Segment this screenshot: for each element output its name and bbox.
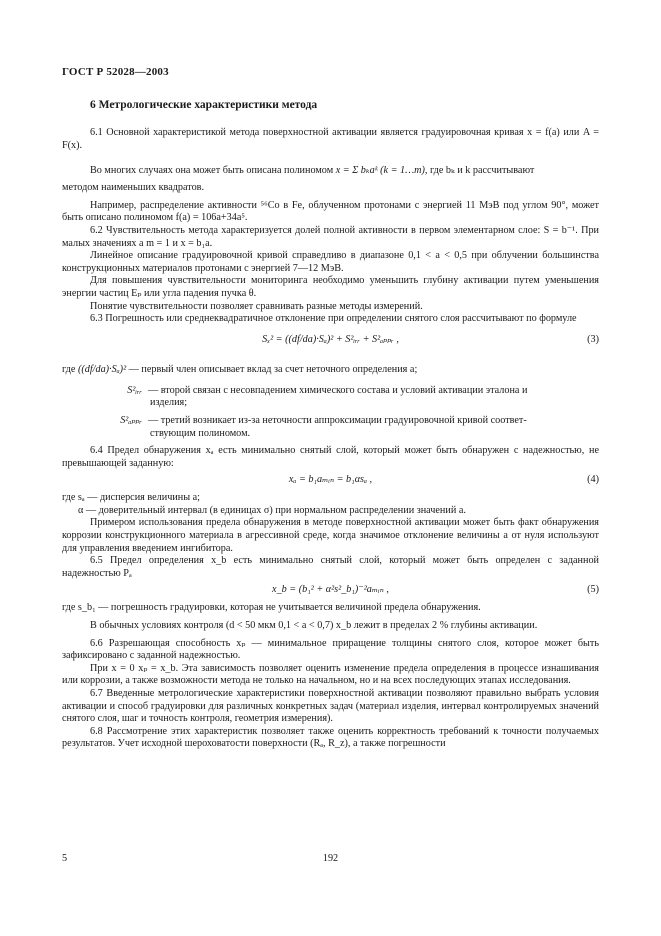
section-title: 6 Метрологические характеристики метода <box>90 99 318 111</box>
third-term-text: — третий возникает из-за неточности аппроксимации градуировочной кривой соответ- <box>148 414 527 426</box>
equation-4-body: xₐ = b₁aₘᵢₙ = b₁αsₐ , <box>288 474 373 486</box>
page-number: 192 <box>322 853 339 864</box>
polynomial-formula: x = Σ bₖaᵏ (k = 1…m) <box>335 165 425 177</box>
legend-third-term <box>62 415 599 428</box>
equation-3-number: (3) <box>587 333 599 345</box>
paragraph-6-7: 6.7 Введенные метрологические характеристики поверхностной активации позволяют правильно выбрать условия активации и способ градуировки для различных конкретных задач (материал изделия, интервал контролируемых значений снятого слоя, шаг и точность контроля, геометрия измерения). <box>62 688 599 725</box>
polynomial-intro: Во многих случаях она может быть описана полиномом <box>90 165 334 177</box>
document-page <box>62 0 599 936</box>
polynomial-tail: , где bₖ и k рассчитывают <box>424 165 535 177</box>
paragraph-polynomial <box>62 160 599 182</box>
legend-confidence: α — доверительный интервал (в единицах σ) при нормальном распределении значений a. <box>78 504 466 516</box>
second-term-text: — второй связан с несовпадением химического состава и условий активации эталона и <box>148 384 528 396</box>
second-term-continuation: изделия; <box>150 397 188 409</box>
paragraph-6-2: 6.2 Чувствительность метода характеризуется долей полной активности в первом элементарном слое: S = b⁻¹. При малых значениях a m = 1 и x = b₁a. <box>62 224 599 249</box>
paragraph-dependency: При x = 0 xₚ = x_b. Эта зависимость позволяет оценить изменение предела определения в процессе изнашивания или коррозии, а также возможности метода не только на начальном, но и на всех последующих этапах исследования. <box>62 662 599 687</box>
equation-5-number: (5) <box>587 584 599 596</box>
first-term-symbol: ((df/da)·Sₐ)² <box>77 363 127 375</box>
legend-second-term <box>62 385 599 398</box>
paragraph-least-squares: методом наименьших квадратов. <box>62 182 205 194</box>
paragraph-concept: Понятие чувствительности позволяет сравнивать разные методы измерений. <box>90 300 423 312</box>
paragraph-6-8: 6.8 Рассмотрение этих характеристик позволяет также оценить корректность требований к точности получаемых результатов. Учет исходной шероховатости поверхности (Rₐ, R_z), а также погрешности <box>62 725 599 750</box>
paragraph-control-conditions: В обычных условиях контроля (d < 50 мкм 0,1 < a < 0,7) x_b лежит в пределах 2 % глубины активации. <box>90 620 538 632</box>
equation-3 <box>62 326 599 360</box>
legend-calibration-error: где s_b₁ — погрешность градуировки, которая не учитывается величиной предела обнаружения. <box>62 602 481 614</box>
body-text <box>62 127 599 751</box>
paragraph-6-4: 6.4 Предел обнаружения xₐ есть минимально снятый слой, который может быть обнаружен с надежностью, не превышающей заданную: <box>62 445 599 469</box>
document-header: ГОСТ Р 52028—2003 <box>62 66 169 78</box>
page-section-number: 5 <box>62 853 68 864</box>
paragraph-example: Например, распределение активности ⁵⁶Co в Fe, облученном протонами с энергией 11 МэВ под углом 90°, может быть описано полиномом f(a) = 106a+34a⁵. <box>62 199 599 224</box>
first-term-text: — первый член описывает вклад за счет неточного определения a; <box>128 363 418 375</box>
paragraph-sensitivity: Для повышения чувствительности мониторинга необходимо уменьшить глубину активации путем уменьшения энергии частиц Eₚ или угла падения пучка θ. <box>62 275 599 299</box>
paragraph-6-5: 6.5 Предел определения x_b есть минимально снятый слой, который может быть определен с заданной надежностью Pₐ <box>62 555 599 579</box>
second-term-symbol: S²ᵢᵣᵣ <box>127 384 142 396</box>
third-term-symbol: S²ₐₚₚᵣ <box>120 414 142 426</box>
paragraph-6-6: 6.6 Разрешающая способность xₚ — минимальное приращение толщины снятого слоя, которое может быть зафиксировано с заданной надежностью. <box>62 637 599 662</box>
equation-4-number: (4) <box>587 474 599 486</box>
equation-5-body: x_b = (b₁² + α²s²_b₁)⁻²aₘᵢₙ , <box>272 584 389 596</box>
legend-dispersion: где sₐ — дисперсия величины a; <box>62 492 200 504</box>
paragraph-linear: Линейное описание градуировочной кривой справедливо в диапазоне 0,1 < a < 0,5 при облучении большинства конструкционных материалов протонами с энергией 7—12 МэВ. <box>62 250 599 274</box>
where-label: где <box>62 363 76 375</box>
third-term-continuation: ствующим полиномом. <box>150 427 251 439</box>
equation-3-body: Sₓ² = ((df/da)·Sₐ)² + S²ᵢᵣᵣ + S²ₐₚₚᵣ , <box>262 333 399 345</box>
equation-5 <box>62 580 599 602</box>
paragraph-6-3: 6.3 Погрешность или среднеквадратичное отклонение при определении снятого слоя рассчитывают по формуле <box>90 313 577 325</box>
paragraph-detection-example: Примером использования предела обнаружения в методе поверхностной активации может быть факт обнаружения коррозии конструкционного материала в агрессивной среде, когда значимое отклонение величины a от нуля используют для управления введением ингибитора. <box>62 517 599 554</box>
paragraph-6-1: 6.1 Основной характеристикой метода поверхностной активации является градуировочная кривая x = f(a) или A = F(x). <box>62 127 599 151</box>
equation-4 <box>62 470 599 492</box>
legend-first-term <box>62 360 599 380</box>
